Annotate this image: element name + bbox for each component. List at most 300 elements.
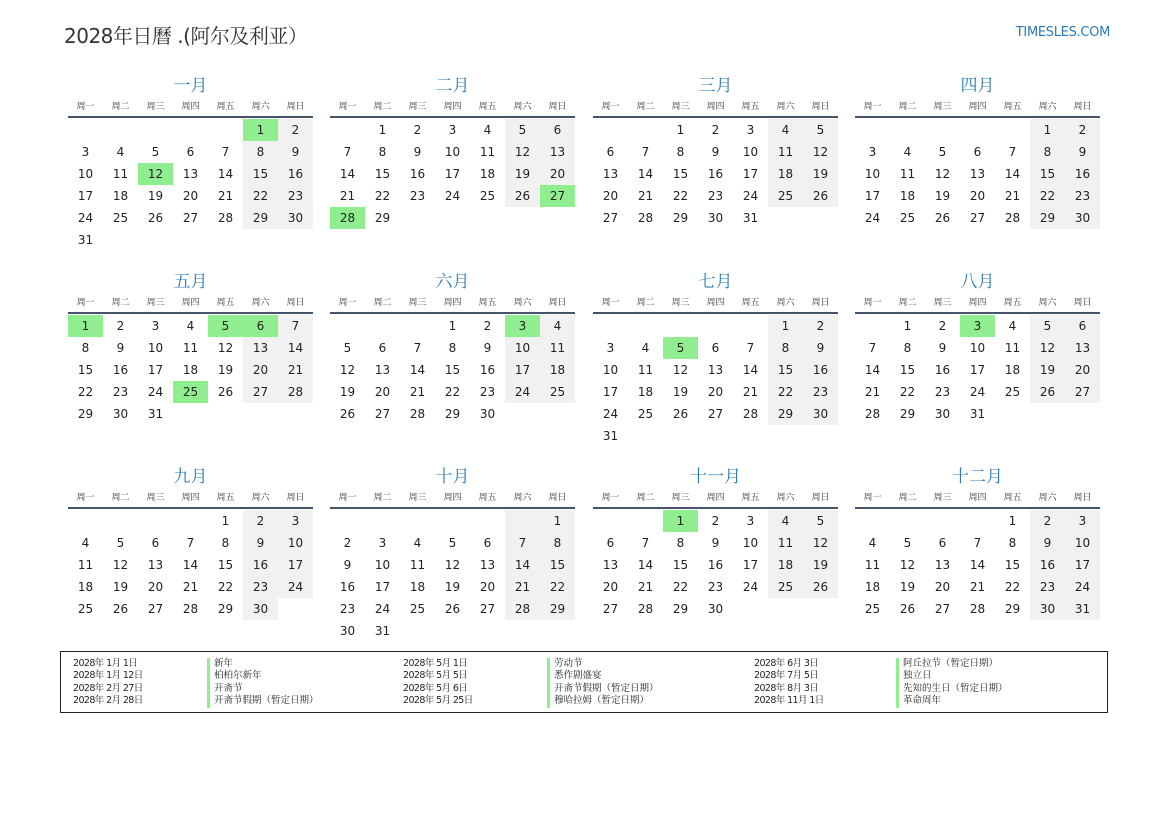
day-cell: 30 [707,211,724,225]
empty-cell [330,119,365,141]
weekday-label: 周五 [478,298,497,308]
day-cell: 13 [602,558,619,572]
day-cell: 5 [448,536,457,550]
empty-cell [960,119,995,141]
empty-cell [68,510,103,532]
month-name: 七月 [698,272,733,292]
day-cell: 25 [77,602,94,616]
day-cell: 25 [1004,385,1021,399]
day-cell: 17 [147,363,164,377]
legend-holiday-name: 开斋节假期（暂定日期） [547,683,659,695]
day-cell: 6 [1065,315,1100,337]
weekday-header [68,490,313,509]
day-cell: 26 [339,407,356,421]
day-cell: 12 [803,532,838,554]
day-cell: 13 [969,167,986,181]
empty-cell [330,510,365,532]
day-cell: 13 [540,141,575,163]
day-cell: 16 [479,363,496,377]
day-cell: 25 [540,381,575,403]
empty-cell [173,510,208,532]
weekday-label: 周二 [636,298,655,308]
weekday-label: 周一 [863,102,882,112]
day-cell: 26 [803,576,838,598]
day-cell: 10 [742,145,759,159]
day-cell: 10 [77,167,94,181]
day-cell: 7 [641,145,650,159]
day-cell: 7 [746,341,755,355]
day-cell: 12 [505,141,540,163]
day-cell: 28 [217,211,234,225]
weekday-label: 周一 [601,298,620,308]
day-cell: 26 [803,185,838,207]
day-cell: 3 [606,341,615,355]
day-cell: 18 [479,167,496,181]
weekday-label: 周三 [933,493,952,503]
day-cell: 5 [343,341,352,355]
day-cell: 7 [186,536,195,550]
day-cell: 5 [151,145,160,159]
day-cell: 7 [221,145,230,159]
month-block [855,464,1100,620]
day-cell: 20 [540,163,575,185]
weekday-label: 周日 [811,298,830,308]
weekday-label: 周一 [76,298,95,308]
day-cell: 6 [483,536,492,550]
month-block [330,269,575,425]
weekday-label: 周三 [146,493,165,503]
weekday-label: 周二 [111,493,130,503]
day-cell: 28 [278,381,313,403]
day-cell: 23 [1030,576,1065,598]
day-cell: 8 [221,536,230,550]
day-cell: 11 [864,558,881,572]
day-cell: 26 [147,211,164,225]
day-cell: 9 [483,341,492,355]
day-cell: 23 [243,576,278,598]
day-cell: 25 [768,185,803,207]
empty-cell [628,510,663,532]
legend-holiday-name: 革命周年 [896,695,1008,707]
day-cell: 12 [672,363,689,377]
weekday-label: 周六 [513,102,532,112]
day-cell: 8 [676,536,685,550]
day-cell: 8 [676,145,685,159]
month-name: 十一月 [690,467,741,487]
weekday-label: 周五 [216,298,235,308]
day-cell: 30 [243,598,278,620]
day-cell: 14 [182,558,199,572]
weekday-label: 周日 [548,102,567,112]
day-cell: 6 [711,341,720,355]
day-cell: 29 [672,602,689,616]
day-cell: 4 [81,536,90,550]
empty-cell [733,315,768,337]
weekday-label: 周六 [776,102,795,112]
day-cell: 17 [742,167,759,181]
weekday-label: 周四 [706,298,725,308]
weekday-label: 周五 [216,102,235,112]
day-cell: 10 [374,558,391,572]
day-cell: 23 [707,580,724,594]
day-cell: 31 [742,211,759,225]
legend-holiday-name: 开斋节假期（暂定日期） [207,695,319,707]
day-cell: 20 [602,189,619,203]
month-block [855,73,1100,229]
legend-date-column [754,658,824,708]
day-cell: 10 [444,145,461,159]
weekday-label: 周二 [111,102,130,112]
day-cell: 7 [641,536,650,550]
legend-date: 2028年 5月 1日 [403,658,468,669]
day-cell: 23 [278,185,313,207]
day-cell: 4 [186,319,195,333]
day-cell: 26 [505,185,540,207]
weekday-label: 周六 [513,493,532,503]
day-cell: 3 [746,123,755,137]
weekday-label: 周四 [443,298,462,308]
day-cell: 14 [969,558,986,572]
day-cell: 7 [343,145,352,159]
day-cell: 16 [934,363,951,377]
day-cell: 16 [707,558,724,572]
day-cell: 9 [803,337,838,359]
weekday-label: 周一 [863,298,882,308]
day-cell: 5 [116,536,125,550]
day-cell: 22 [1030,185,1065,207]
month-name: 四月 [960,76,995,96]
weekday-label: 周二 [373,298,392,308]
day-cell: 25 [637,407,654,421]
day-cell: 6 [606,536,615,550]
month-name: 十二月 [952,467,1003,487]
legend-holiday-name: 新年 [207,658,319,670]
day-cell: 14 [864,363,881,377]
day-cell: 19 [672,385,689,399]
month-block [330,464,575,642]
day-cell: 19 [1030,359,1065,381]
weekday-header [68,295,313,314]
day-cell: 12 [899,558,916,572]
holiday-legend [60,651,1108,713]
day-cell: 2 [711,123,720,137]
weekday-label: 周六 [1038,298,1057,308]
month-block [330,73,575,229]
day-cell: 11 [899,167,916,181]
day-cell: 4 [641,341,650,355]
legend-date-column [73,658,143,708]
day-cell: 31 [969,407,986,421]
day-cell: 1 [768,315,803,337]
day-cell: 19 [112,580,129,594]
day-cell: 22 [899,385,916,399]
empty-cell [593,119,628,141]
day-cell: 4 [540,315,575,337]
day-cell: 4 [903,145,912,159]
day-cell: 31 [374,624,391,638]
day-cell: 17 [602,385,619,399]
day-cell: 19 [803,163,838,185]
weekday-label: 周一 [338,493,357,503]
empty-cell [400,510,435,532]
holiday-day-cell: 25 [173,381,208,403]
holiday-day-cell: 1 [68,315,103,337]
day-cell: 8 [1008,536,1017,550]
day-cell: 8 [81,341,90,355]
day-cell: 27 [1065,381,1100,403]
page-title: 2028年日曆 .(阿尔及利亚） [64,24,308,48]
day-cell: 28 [969,602,986,616]
weekday-label: 周一 [601,493,620,503]
weekday-label: 周五 [478,102,497,112]
legend-name-column [547,658,659,708]
day-cell: 3 [278,510,313,532]
day-cell: 14 [339,167,356,181]
day-cell: 18 [768,554,803,576]
day-cell: 24 [147,385,164,399]
holiday-day-cell: 3 [505,315,540,337]
day-cell: 18 [112,189,129,203]
day-cell: 18 [77,580,94,594]
legend-holiday-name: 穆哈拉姆（暂定日期） [547,695,659,707]
day-cell: 2 [116,319,125,333]
weekday-label: 周三 [671,298,690,308]
day-cell: 5 [803,119,838,141]
weekday-label: 周五 [741,298,760,308]
month-name: 十月 [435,467,470,487]
weekday-label: 周一 [601,102,620,112]
weekday-label: 周三 [408,102,427,112]
day-cell: 22 [444,385,461,399]
weekday-label: 周一 [863,493,882,503]
weekday-label: 周三 [671,102,690,112]
weekday-label: 周三 [408,298,427,308]
day-cell: 23 [339,602,356,616]
weekday-label: 周一 [76,102,95,112]
day-cell: 10 [147,341,164,355]
day-cell: 9 [413,145,422,159]
day-cell: 3 [151,319,160,333]
day-cell: 16 [803,359,838,381]
day-cell: 17 [1065,554,1100,576]
day-cell: 22 [672,580,689,594]
empty-cell [400,315,435,337]
day-cell: 16 [243,554,278,576]
day-cell: 26 [672,407,689,421]
day-cell: 14 [1004,167,1021,181]
day-cell: 24 [864,211,881,225]
day-cell: 8 [903,341,912,355]
day-cell: 4 [483,123,492,137]
day-cell: 29 [1030,207,1065,229]
day-cell: 6 [973,145,982,159]
day-cell: 2 [278,119,313,141]
empty-cell [505,510,540,532]
empty-cell [68,119,103,141]
day-cell: 26 [1030,381,1065,403]
day-cell: 16 [1030,554,1065,576]
day-cell: 24 [742,189,759,203]
day-cell: 21 [217,189,234,203]
day-cell: 11 [77,558,94,572]
day-cell: 7 [505,532,540,554]
empty-cell [995,119,1030,141]
day-cell: 12 [1030,337,1065,359]
day-cell: 27 [934,602,951,616]
day-cell: 14 [742,363,759,377]
weekday-header [855,99,1100,118]
day-cell: 13 [374,363,391,377]
day-cell: 31 [1065,598,1100,620]
weekday-label: 周日 [548,298,567,308]
day-cell: 31 [602,429,619,443]
day-cell: 10 [278,532,313,554]
day-cell: 6 [186,145,195,159]
day-cell: 10 [864,167,881,181]
day-cell: 20 [969,189,986,203]
day-cell: 21 [278,359,313,381]
month-block [68,73,313,251]
day-cell: 2 [938,319,947,333]
weekday-label: 周一 [338,102,357,112]
day-cell: 27 [374,407,391,421]
day-cell: 10 [1065,532,1100,554]
weekday-header [330,490,575,509]
day-cell: 17 [278,554,313,576]
holiday-day-cell: 5 [208,315,243,337]
day-cell: 6 [540,119,575,141]
day-cell: 24 [1065,576,1100,598]
weekday-label: 周二 [373,102,392,112]
empty-cell [365,510,400,532]
day-cell: 26 [112,602,129,616]
day-cell: 15 [540,554,575,576]
day-cell: 11 [409,558,426,572]
holiday-day-cell: 28 [330,207,365,229]
day-cell: 17 [864,189,881,203]
day-cell: 30 [339,624,356,638]
day-cell: 22 [243,185,278,207]
empty-cell [103,510,138,532]
day-cell: 8 [1030,141,1065,163]
day-cell: 25 [768,576,803,598]
day-cell: 21 [864,385,881,399]
day-cell: 14 [505,554,540,576]
empty-cell [470,510,505,532]
day-cell: 4 [413,536,422,550]
day-cell: 16 [278,163,313,185]
day-cell: 13 [934,558,951,572]
day-cell: 23 [112,385,129,399]
day-cell: 11 [182,341,199,355]
day-cell: 1 [903,319,912,333]
day-cell: 12 [217,341,234,355]
month-block [593,269,838,447]
day-cell: 27 [602,602,619,616]
day-cell: 15 [217,558,234,572]
day-cell: 18 [409,580,426,594]
day-cell: 16 [409,167,426,181]
weekday-label: 周二 [898,102,917,112]
weekday-header [330,99,575,118]
weekday-label: 周五 [478,493,497,503]
day-cell: 20 [602,580,619,594]
month-name: 二月 [435,76,470,96]
month-block [593,73,838,229]
legend-name-column [207,658,319,708]
weekday-label: 周五 [1003,298,1022,308]
day-cell: 30 [278,207,313,229]
day-cell: 2 [1065,119,1100,141]
weekday-label: 周六 [776,493,795,503]
month-name: 六月 [435,272,470,292]
day-cell: 30 [112,407,129,421]
weekday-label: 周三 [408,493,427,503]
day-cell: 11 [112,167,129,181]
day-cell: 21 [409,385,426,399]
empty-cell [855,119,890,141]
day-cell: 3 [81,145,90,159]
weekday-label: 周日 [811,102,830,112]
weekday-label: 周五 [741,493,760,503]
day-cell: 17 [742,558,759,572]
empty-cell [855,315,890,337]
brand-link[interactable]: TIMESLES.COM [1015,25,1110,40]
day-cell: 29 [1004,602,1021,616]
day-cell: 16 [339,580,356,594]
day-cell: 24 [374,602,391,616]
day-cell: 28 [182,602,199,616]
day-cell: 4 [768,510,803,532]
day-cell: 9 [343,558,352,572]
month-name: 九月 [173,467,208,487]
day-cell: 8 [540,532,575,554]
day-cell: 12 [339,363,356,377]
legend-holiday-name: 开斋节 [207,683,319,695]
day-cell: 2 [483,319,492,333]
day-cell: 21 [637,580,654,594]
day-cell: 3 [448,123,457,137]
empty-cell [663,315,698,337]
day-cell: 30 [1030,598,1065,620]
day-cell: 20 [707,385,724,399]
legend-date: 2028年 7月 5日 [754,670,819,682]
day-cell: 8 [448,341,457,355]
day-cell: 15 [672,558,689,572]
day-cell: 29 [374,211,391,225]
weekday-header [855,295,1100,314]
day-cell: 20 [243,359,278,381]
day-cell: 28 [409,407,426,421]
day-cell: 23 [479,385,496,399]
empty-cell [173,119,208,141]
day-cell: 13 [479,558,496,572]
holiday-day-cell: 12 [138,163,173,185]
day-cell: 18 [540,359,575,381]
day-cell: 12 [444,558,461,572]
day-cell: 29 [217,602,234,616]
day-cell: 6 [606,145,615,159]
weekday-label: 周四 [181,102,200,112]
day-cell: 18 [864,580,881,594]
day-cell: 25 [864,602,881,616]
legend-holiday-name: 劳动节 [547,658,659,670]
day-cell: 5 [903,536,912,550]
empty-cell [138,119,173,141]
weekday-header [593,99,838,118]
legend-holiday-name: 柏柏尔新年 [207,670,319,682]
day-cell: 22 [672,189,689,203]
